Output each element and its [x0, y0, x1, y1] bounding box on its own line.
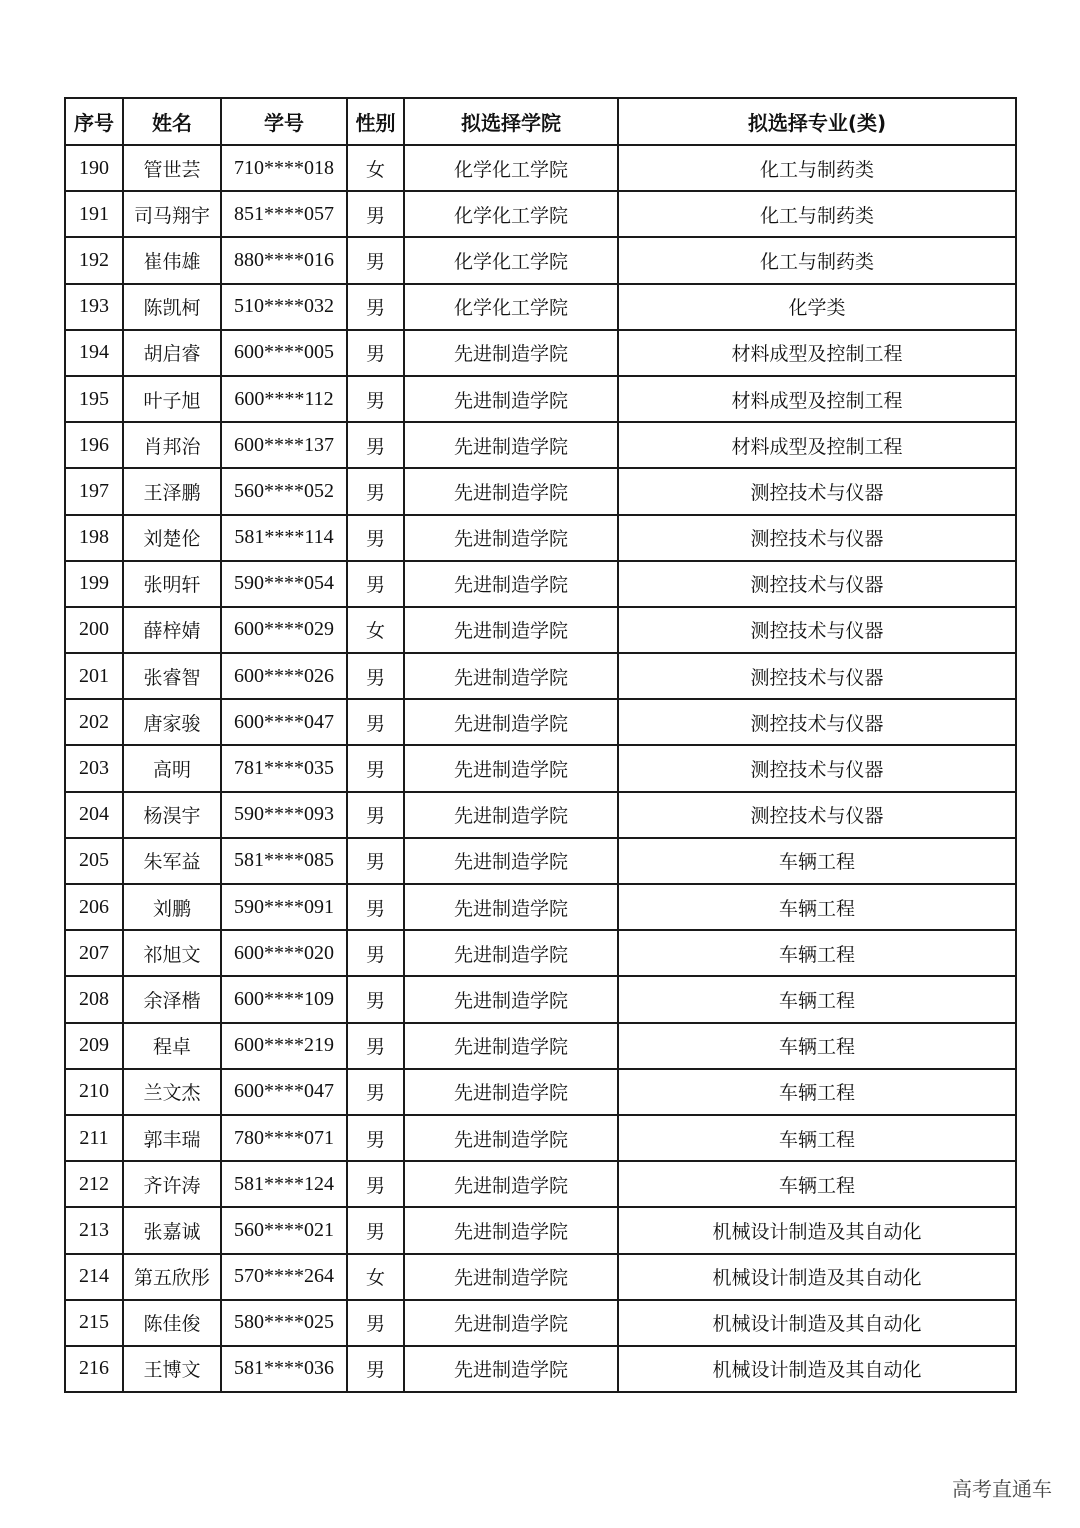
cell-major: 化学类: [618, 284, 1016, 330]
table-row: [65, 745, 1016, 791]
cell-major: 机械设计制造及其自动化: [618, 1300, 1016, 1346]
cell-index: 213: [65, 1207, 123, 1253]
cell-college: 先进制造学院: [404, 1023, 618, 1069]
cell-college: 先进制造学院: [404, 1115, 618, 1161]
cell-major: 机械设计制造及其自动化: [618, 1346, 1016, 1392]
cell-college: 先进制造学院: [404, 561, 618, 607]
cell-name: 杨淏宇: [123, 792, 221, 838]
cell-index: 208: [65, 976, 123, 1022]
cell-gender: 男: [347, 699, 404, 745]
cell-major: 材料成型及控制工程: [618, 376, 1016, 422]
table-row: [65, 653, 1016, 699]
header-major: 拟选择专业(类): [618, 98, 1016, 145]
cell-major: 车辆工程: [618, 1069, 1016, 1115]
cell-student-id: 590****091: [221, 884, 347, 930]
cell-college: 先进制造学院: [404, 699, 618, 745]
cell-college: 先进制造学院: [404, 792, 618, 838]
cell-index: 205: [65, 838, 123, 884]
cell-college: 先进制造学院: [404, 607, 618, 653]
cell-major: 测控技术与仪器: [618, 468, 1016, 514]
cell-major: 测控技术与仪器: [618, 653, 1016, 699]
cell-student-id: 570****264: [221, 1254, 347, 1300]
cell-index: 215: [65, 1300, 123, 1346]
cell-index: 209: [65, 1023, 123, 1069]
cell-gender: 男: [347, 838, 404, 884]
cell-college: 先进制造学院: [404, 1254, 618, 1300]
cell-name: 唐家骏: [123, 699, 221, 745]
cell-index: 201: [65, 653, 123, 699]
cell-student-id: 600****047: [221, 1069, 347, 1115]
cell-name: 陈佳俊: [123, 1300, 221, 1346]
cell-name: 兰文杰: [123, 1069, 221, 1115]
cell-gender: 女: [347, 145, 404, 191]
cell-index: 207: [65, 930, 123, 976]
table-row: [65, 930, 1016, 976]
cell-college: 先进制造学院: [404, 376, 618, 422]
cell-name: 张嘉诚: [123, 1207, 221, 1253]
table-row: [65, 237, 1016, 283]
cell-name: 高明: [123, 745, 221, 791]
cell-name: 齐许涛: [123, 1161, 221, 1207]
cell-student-id: 600****005: [221, 330, 347, 376]
cell-name: 张明轩: [123, 561, 221, 607]
cell-college: 先进制造学院: [404, 1346, 618, 1392]
cell-name: 王泽鹏: [123, 468, 221, 514]
cell-student-id: 600****137: [221, 422, 347, 468]
cell-name: 叶子旭: [123, 376, 221, 422]
cell-major: 车辆工程: [618, 838, 1016, 884]
header-gender: 性别: [347, 98, 404, 145]
cell-college: 先进制造学院: [404, 838, 618, 884]
cell-student-id: 880****016: [221, 237, 347, 283]
cell-name: 刘楚伦: [123, 515, 221, 561]
cell-gender: 男: [347, 1300, 404, 1346]
cell-gender: 男: [347, 1346, 404, 1392]
cell-major: 材料成型及控制工程: [618, 422, 1016, 468]
cell-index: 203: [65, 745, 123, 791]
cell-gender: 男: [347, 191, 404, 237]
cell-gender: 男: [347, 468, 404, 514]
cell-gender: 男: [347, 422, 404, 468]
cell-major: 化工与制药类: [618, 237, 1016, 283]
cell-major: 车辆工程: [618, 976, 1016, 1022]
watermark-text: 高考直通车: [952, 1477, 1052, 1501]
cell-name: 张睿智: [123, 653, 221, 699]
cell-college: 化学化工学院: [404, 191, 618, 237]
cell-college: 先进制造学院: [404, 653, 618, 699]
cell-index: 198: [65, 515, 123, 561]
cell-gender: 男: [347, 884, 404, 930]
cell-name: 余泽楷: [123, 976, 221, 1022]
cell-student-id: 581****085: [221, 838, 347, 884]
student-list-table: [64, 97, 1017, 1393]
cell-name: 郭丰瑞: [123, 1115, 221, 1161]
cell-index: 194: [65, 330, 123, 376]
cell-index: 193: [65, 284, 123, 330]
cell-major: 测控技术与仪器: [618, 792, 1016, 838]
cell-college: 先进制造学院: [404, 1161, 618, 1207]
cell-gender: 男: [347, 653, 404, 699]
cell-name: 第五欣彤: [123, 1254, 221, 1300]
cell-gender: 女: [347, 607, 404, 653]
cell-name: 程卓: [123, 1023, 221, 1069]
cell-name: 肖邦治: [123, 422, 221, 468]
table-row: [65, 1115, 1016, 1161]
cell-gender: 男: [347, 237, 404, 283]
header-student-id: 学号: [221, 98, 347, 145]
cell-name: 崔伟雄: [123, 237, 221, 283]
table-row: [65, 976, 1016, 1022]
cell-name: 朱军益: [123, 838, 221, 884]
cell-student-id: 780****071: [221, 1115, 347, 1161]
cell-major: 测控技术与仪器: [618, 607, 1016, 653]
cell-name: 祁旭文: [123, 930, 221, 976]
cell-gender: 女: [347, 1254, 404, 1300]
table-row: [65, 1346, 1016, 1392]
table-row: [65, 1207, 1016, 1253]
table-row: [65, 1069, 1016, 1115]
table-row: [65, 515, 1016, 561]
table-row: [65, 284, 1016, 330]
cell-index: 199: [65, 561, 123, 607]
cell-student-id: 510****032: [221, 284, 347, 330]
cell-gender: 男: [347, 1207, 404, 1253]
cell-college: 先进制造学院: [404, 930, 618, 976]
cell-major: 测控技术与仪器: [618, 699, 1016, 745]
cell-college: 化学化工学院: [404, 145, 618, 191]
cell-student-id: 600****109: [221, 976, 347, 1022]
cell-student-id: 600****026: [221, 653, 347, 699]
cell-student-id: 600****219: [221, 1023, 347, 1069]
cell-index: 210: [65, 1069, 123, 1115]
table-row: [65, 1300, 1016, 1346]
cell-college: 先进制造学院: [404, 884, 618, 930]
cell-college: 先进制造学院: [404, 468, 618, 514]
table-row: [65, 607, 1016, 653]
cell-name: 司马翔宇: [123, 191, 221, 237]
cell-gender: 男: [347, 976, 404, 1022]
cell-college: 先进制造学院: [404, 515, 618, 561]
cell-gender: 男: [347, 1069, 404, 1115]
cell-student-id: 580****025: [221, 1300, 347, 1346]
cell-gender: 男: [347, 561, 404, 607]
cell-major: 化工与制药类: [618, 191, 1016, 237]
header-name: 姓名: [123, 98, 221, 145]
cell-student-id: 781****035: [221, 745, 347, 791]
table-row: [65, 792, 1016, 838]
cell-gender: 男: [347, 792, 404, 838]
cell-gender: 男: [347, 284, 404, 330]
cell-index: 212: [65, 1161, 123, 1207]
cell-name: 刘鹏: [123, 884, 221, 930]
cell-student-id: 600****020: [221, 930, 347, 976]
cell-college: 先进制造学院: [404, 1300, 618, 1346]
header-row: [65, 98, 1016, 145]
cell-college: 化学化工学院: [404, 284, 618, 330]
cell-college: 先进制造学院: [404, 1069, 618, 1115]
table-row: [65, 191, 1016, 237]
cell-index: 190: [65, 145, 123, 191]
cell-index: 197: [65, 468, 123, 514]
table-row: [65, 561, 1016, 607]
cell-gender: 男: [347, 745, 404, 791]
cell-student-id: 560****052: [221, 468, 347, 514]
cell-major: 车辆工程: [618, 1115, 1016, 1161]
cell-index: 216: [65, 1346, 123, 1392]
cell-index: 204: [65, 792, 123, 838]
table-row: [65, 376, 1016, 422]
table-row: [65, 1023, 1016, 1069]
table-row: [65, 1161, 1016, 1207]
cell-gender: 男: [347, 515, 404, 561]
table-row: [65, 422, 1016, 468]
cell-student-id: 590****093: [221, 792, 347, 838]
table-row: [65, 330, 1016, 376]
cell-student-id: 710****018: [221, 145, 347, 191]
cell-major: 测控技术与仪器: [618, 515, 1016, 561]
cell-college: 先进制造学院: [404, 976, 618, 1022]
cell-index: 211: [65, 1115, 123, 1161]
cell-index: 206: [65, 884, 123, 930]
header-college: 拟选择学院: [404, 98, 618, 145]
cell-student-id: 600****112: [221, 376, 347, 422]
cell-student-id: 581****114: [221, 515, 347, 561]
cell-name: 薛梓婧: [123, 607, 221, 653]
cell-college: 先进制造学院: [404, 745, 618, 791]
cell-index: 192: [65, 237, 123, 283]
cell-student-id: 581****036: [221, 1346, 347, 1392]
table-row: [65, 145, 1016, 191]
student-list-table-container: [64, 97, 1015, 1393]
cell-index: 214: [65, 1254, 123, 1300]
cell-student-id: 600****047: [221, 699, 347, 745]
table-row: [65, 468, 1016, 514]
cell-name: 王博文: [123, 1346, 221, 1392]
cell-name: 管世芸: [123, 145, 221, 191]
cell-student-id: 851****057: [221, 191, 347, 237]
cell-college: 化学化工学院: [404, 237, 618, 283]
cell-name: 陈凯柯: [123, 284, 221, 330]
cell-student-id: 560****021: [221, 1207, 347, 1253]
cell-gender: 男: [347, 930, 404, 976]
cell-gender: 男: [347, 1023, 404, 1069]
cell-major: 车辆工程: [618, 1161, 1016, 1207]
cell-major: 机械设计制造及其自动化: [618, 1254, 1016, 1300]
table-row: [65, 838, 1016, 884]
table-body: [65, 145, 1016, 1392]
cell-college: 先进制造学院: [404, 1207, 618, 1253]
header-index: 序号: [65, 98, 123, 145]
cell-index: 196: [65, 422, 123, 468]
cell-student-id: 581****124: [221, 1161, 347, 1207]
cell-major: 化工与制药类: [618, 145, 1016, 191]
cell-college: 先进制造学院: [404, 330, 618, 376]
table-row: [65, 1254, 1016, 1300]
cell-major: 机械设计制造及其自动化: [618, 1207, 1016, 1253]
cell-major: 车辆工程: [618, 930, 1016, 976]
cell-major: 测控技术与仪器: [618, 745, 1016, 791]
table-row: [65, 699, 1016, 745]
cell-gender: 男: [347, 376, 404, 422]
cell-college: 先进制造学院: [404, 422, 618, 468]
cell-major: 车辆工程: [618, 884, 1016, 930]
cell-gender: 男: [347, 1161, 404, 1207]
cell-major: 测控技术与仪器: [618, 561, 1016, 607]
cell-index: 202: [65, 699, 123, 745]
cell-index: 200: [65, 607, 123, 653]
cell-major: 车辆工程: [618, 1023, 1016, 1069]
cell-index: 191: [65, 191, 123, 237]
cell-student-id: 590****054: [221, 561, 347, 607]
cell-gender: 男: [347, 330, 404, 376]
cell-gender: 男: [347, 1115, 404, 1161]
cell-major: 材料成型及控制工程: [618, 330, 1016, 376]
cell-name: 胡启睿: [123, 330, 221, 376]
cell-student-id: 600****029: [221, 607, 347, 653]
table-row: [65, 884, 1016, 930]
cell-index: 195: [65, 376, 123, 422]
